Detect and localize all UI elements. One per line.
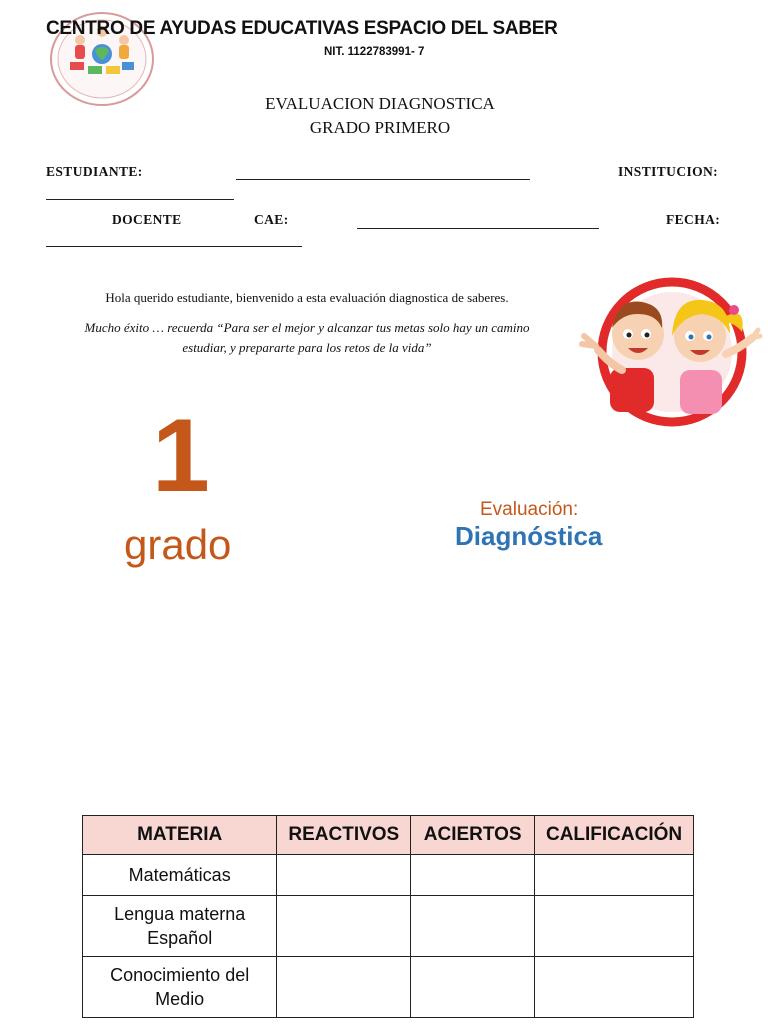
table-row [83,855,694,896]
reactivos-cell[interactable] [277,896,411,957]
teacher-label: DOCENTE [112,212,182,227]
header-reactivos: REACTIVOS [277,816,411,855]
evaluation-type: Diagnóstica [455,521,603,551]
aciertos-cell[interactable] [411,896,535,957]
subject-cell [83,896,277,957]
grade-word: grado [124,521,232,568]
subject-name-line-2: Medio [155,989,205,1009]
motto-line-1: Mucho éxito … recuerda “Para ser el mejor y alcanzar tus metas solo hay un camino [84,320,530,335]
header-calificacion: CALIFICACIÓN [535,816,694,855]
calificacion-cell[interactable] [535,855,694,896]
date-field[interactable] [46,246,302,247]
header-materia: MATERIA [83,816,277,855]
cae-label: CAE: [254,212,289,227]
grade-number: 1 [152,398,210,514]
nit-number: NIT. 1122783991- 7 [324,46,425,58]
subject-cell [83,957,277,1018]
subject-name-line-1: Lengua materna [114,904,246,924]
table-header-row [83,816,694,855]
reactivos-cell[interactable] [277,957,411,1018]
organization-name: CENTRO DE AYUDAS EDUCATIVAS ESPACIO DEL SABER [46,18,558,39]
student-label: ESTUDIANTE: [46,164,143,179]
greeting-text: Hola querido estudiante, bienvenido a esta evaluación diagnostica de saberes. [105,290,509,305]
document-subtitle: GRADO PRIMERO [309,118,451,137]
header-aciertos: ACIERTOS [411,816,535,855]
table-row [83,896,694,957]
cae-field[interactable] [357,228,599,229]
document-title: EVALUACION DIAGNOSTICA [265,94,495,113]
reactivos-cell[interactable] [277,855,411,896]
subject-name-line-2: Español [147,928,213,948]
subject-name-line-1: Conocimiento del [110,965,250,985]
motto-line-2: estudiar, y prepararte para los retos de la vida” [182,340,432,355]
calificacion-cell[interactable] [535,957,694,1018]
date-label: FECHA: [666,212,721,227]
student-field[interactable] [236,179,530,180]
aciertos-cell[interactable] [411,957,535,1018]
aciertos-cell[interactable] [411,855,535,896]
subject-cell [83,855,277,896]
institution-field[interactable] [46,199,234,200]
results-table [82,815,694,1018]
evaluation-label: Evaluación: [480,499,579,520]
calificacion-cell[interactable] [535,896,694,957]
subject-name: Matemáticas [128,865,231,885]
kids-illustration [576,276,766,428]
table-row [83,957,694,1018]
institution-label: INSTITUCION: [618,164,719,179]
